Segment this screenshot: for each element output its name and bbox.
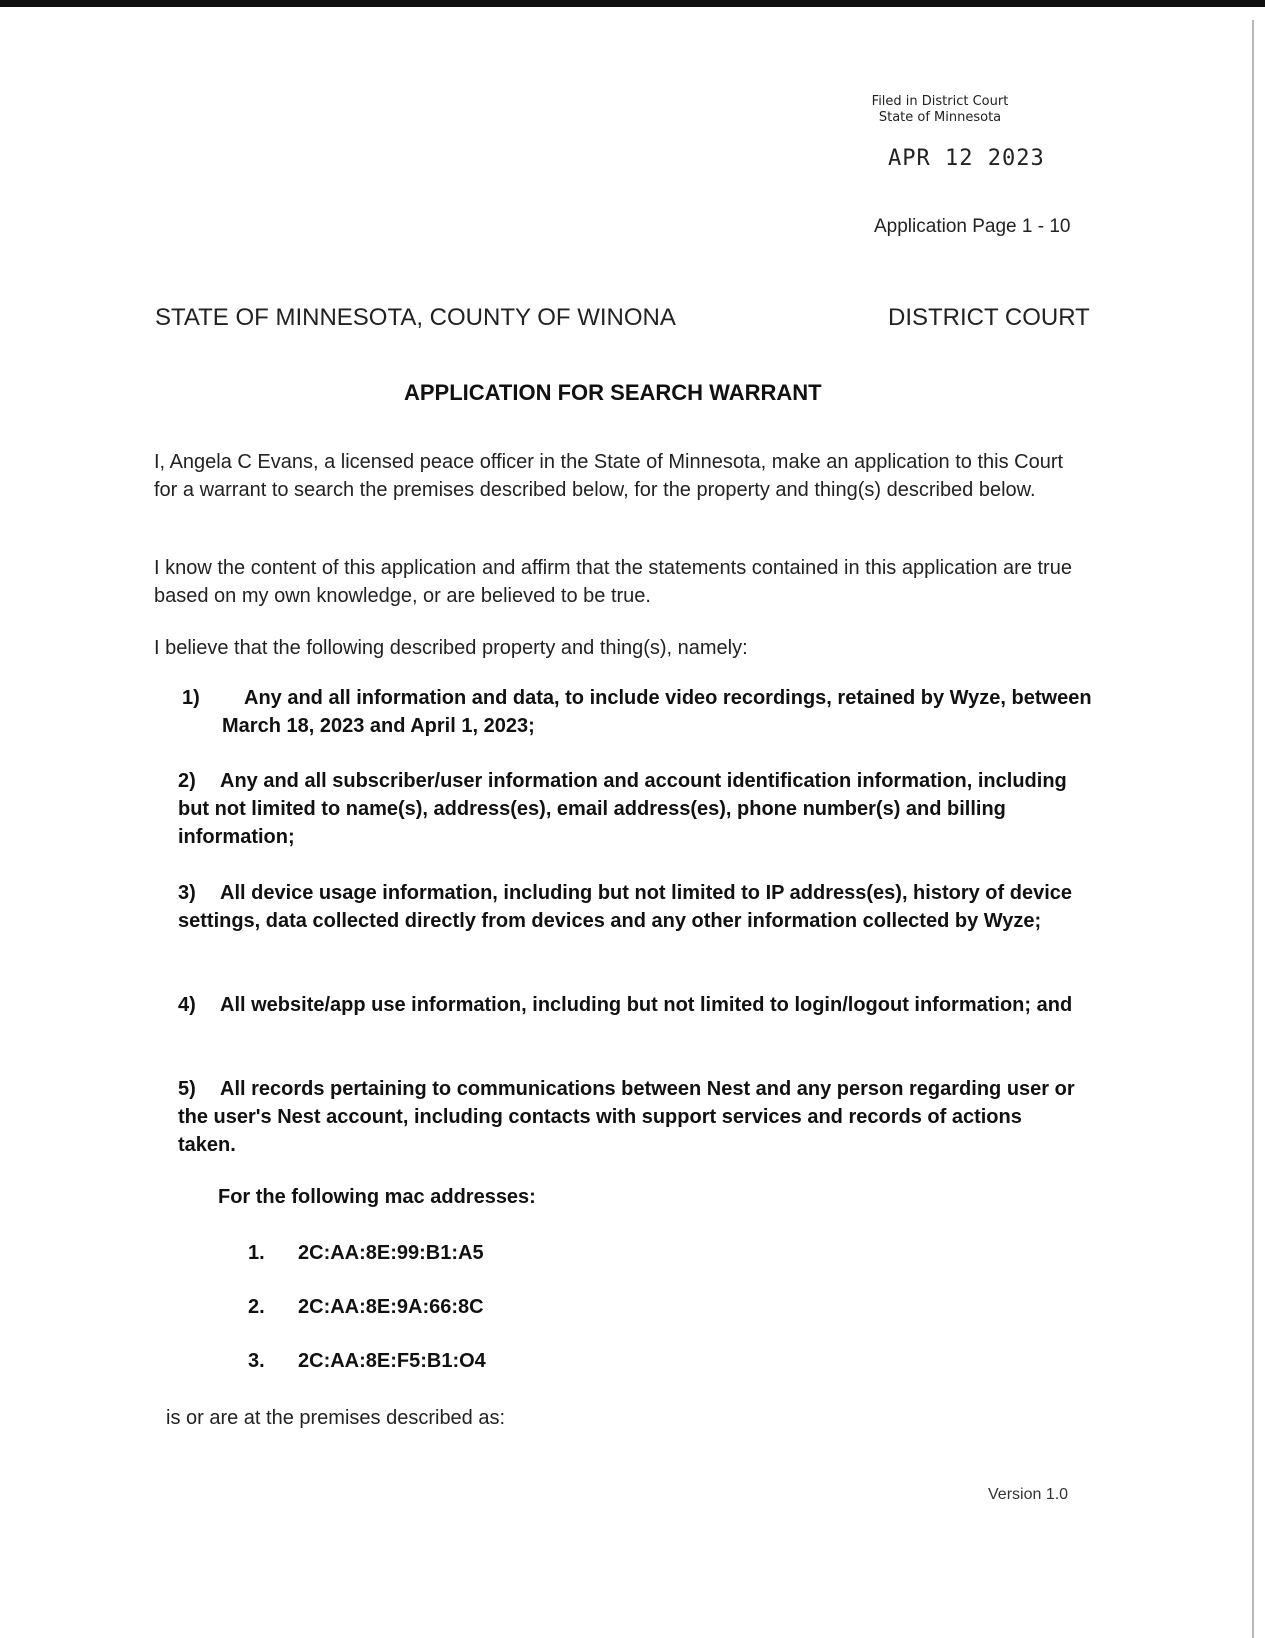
list-item xyxy=(178,879,1084,935)
mac-address-number: 1. xyxy=(248,1242,265,1264)
closing-paragraph: is or are at the premises described as: xyxy=(166,1407,506,1429)
mac-address-value: 2C:AA:8E:99:B1:A5 xyxy=(298,1242,484,1264)
filing-stamp-line2: State of Minnesota xyxy=(878,110,1002,125)
mac-address-item xyxy=(248,1242,484,1265)
scan-right-edge xyxy=(1252,20,1254,1638)
affirmation-paragraph: I know the content of this application and affirm that the statements contained in this application are true based on my own knowledge, or are believed to be true. xyxy=(154,557,1072,607)
filing-stamp-date: APR 12 2023 xyxy=(888,146,1045,171)
list-item-number: 4) xyxy=(178,994,196,1016)
list-item xyxy=(178,767,1084,851)
page-label: Application Page 1 - 10 xyxy=(874,216,1071,237)
list-item xyxy=(178,991,1084,1019)
intro-paragraph: I, Angela C Evans, a licensed peace officer in the State of Minnesota, make an application to this Court for a warrant to search the premises described below, for the property and thing(s) described below. xyxy=(154,451,1064,501)
list-item-text: All website/app use information, including but not limited to login/logout information; and xyxy=(220,994,1073,1016)
mac-address-number: 3. xyxy=(248,1350,265,1372)
list-item-text: Any and all information and data, to include video recordings, retained by Wyze, between March 18, 2023 and April 1, 2023; xyxy=(222,687,1092,737)
list-item-text: Any and all subscriber/user information and account identification information, including but not limited to name(s), address(es), email address(es), phone number(s) and billing information; xyxy=(178,770,1067,848)
caption-court: DISTRICT COURT xyxy=(888,304,1090,331)
list-item-number: 2) xyxy=(178,770,196,792)
filing-stamp-line1: Filed in District Court xyxy=(871,94,1009,109)
list-item-number: 3) xyxy=(178,882,196,904)
mac-addresses-heading: For the following mac addresses: xyxy=(218,1186,536,1208)
list-item xyxy=(178,1075,1084,1159)
scan-top-edge xyxy=(0,0,1265,7)
caption-jurisdiction: STATE OF MINNESOTA, COUNTY OF WINONA xyxy=(155,304,676,331)
list-item-number: 5) xyxy=(178,1078,196,1100)
mac-address-number: 2. xyxy=(248,1296,265,1318)
mac-address-value: 2C:AA:8E:9A:66:8C xyxy=(298,1296,484,1318)
mac-address-item xyxy=(248,1350,486,1373)
list-item-text: All records pertaining to communications between Nest and any person regarding user or the user's Nest account, including contacts with support services and records of actions taken. xyxy=(178,1078,1075,1156)
list-item-text: All device usage information, including but not limited to IP address(es), history of device settings, data collected directly from devices and any other information collected by Wyze; xyxy=(178,882,1072,932)
mac-address-item xyxy=(248,1296,484,1319)
list-item xyxy=(182,684,1102,740)
mac-address-value: 2C:AA:8E:F5:B1:O4 xyxy=(298,1350,486,1372)
version-label: Version 1.0 xyxy=(988,1486,1069,1503)
list-item-number: 1) xyxy=(182,687,200,709)
document-title: APPLICATION FOR SEARCH WARRANT xyxy=(404,380,822,405)
filing-stamp xyxy=(860,94,1020,126)
belief-paragraph: I believe that the following described property and thing(s), namely: xyxy=(154,637,748,659)
